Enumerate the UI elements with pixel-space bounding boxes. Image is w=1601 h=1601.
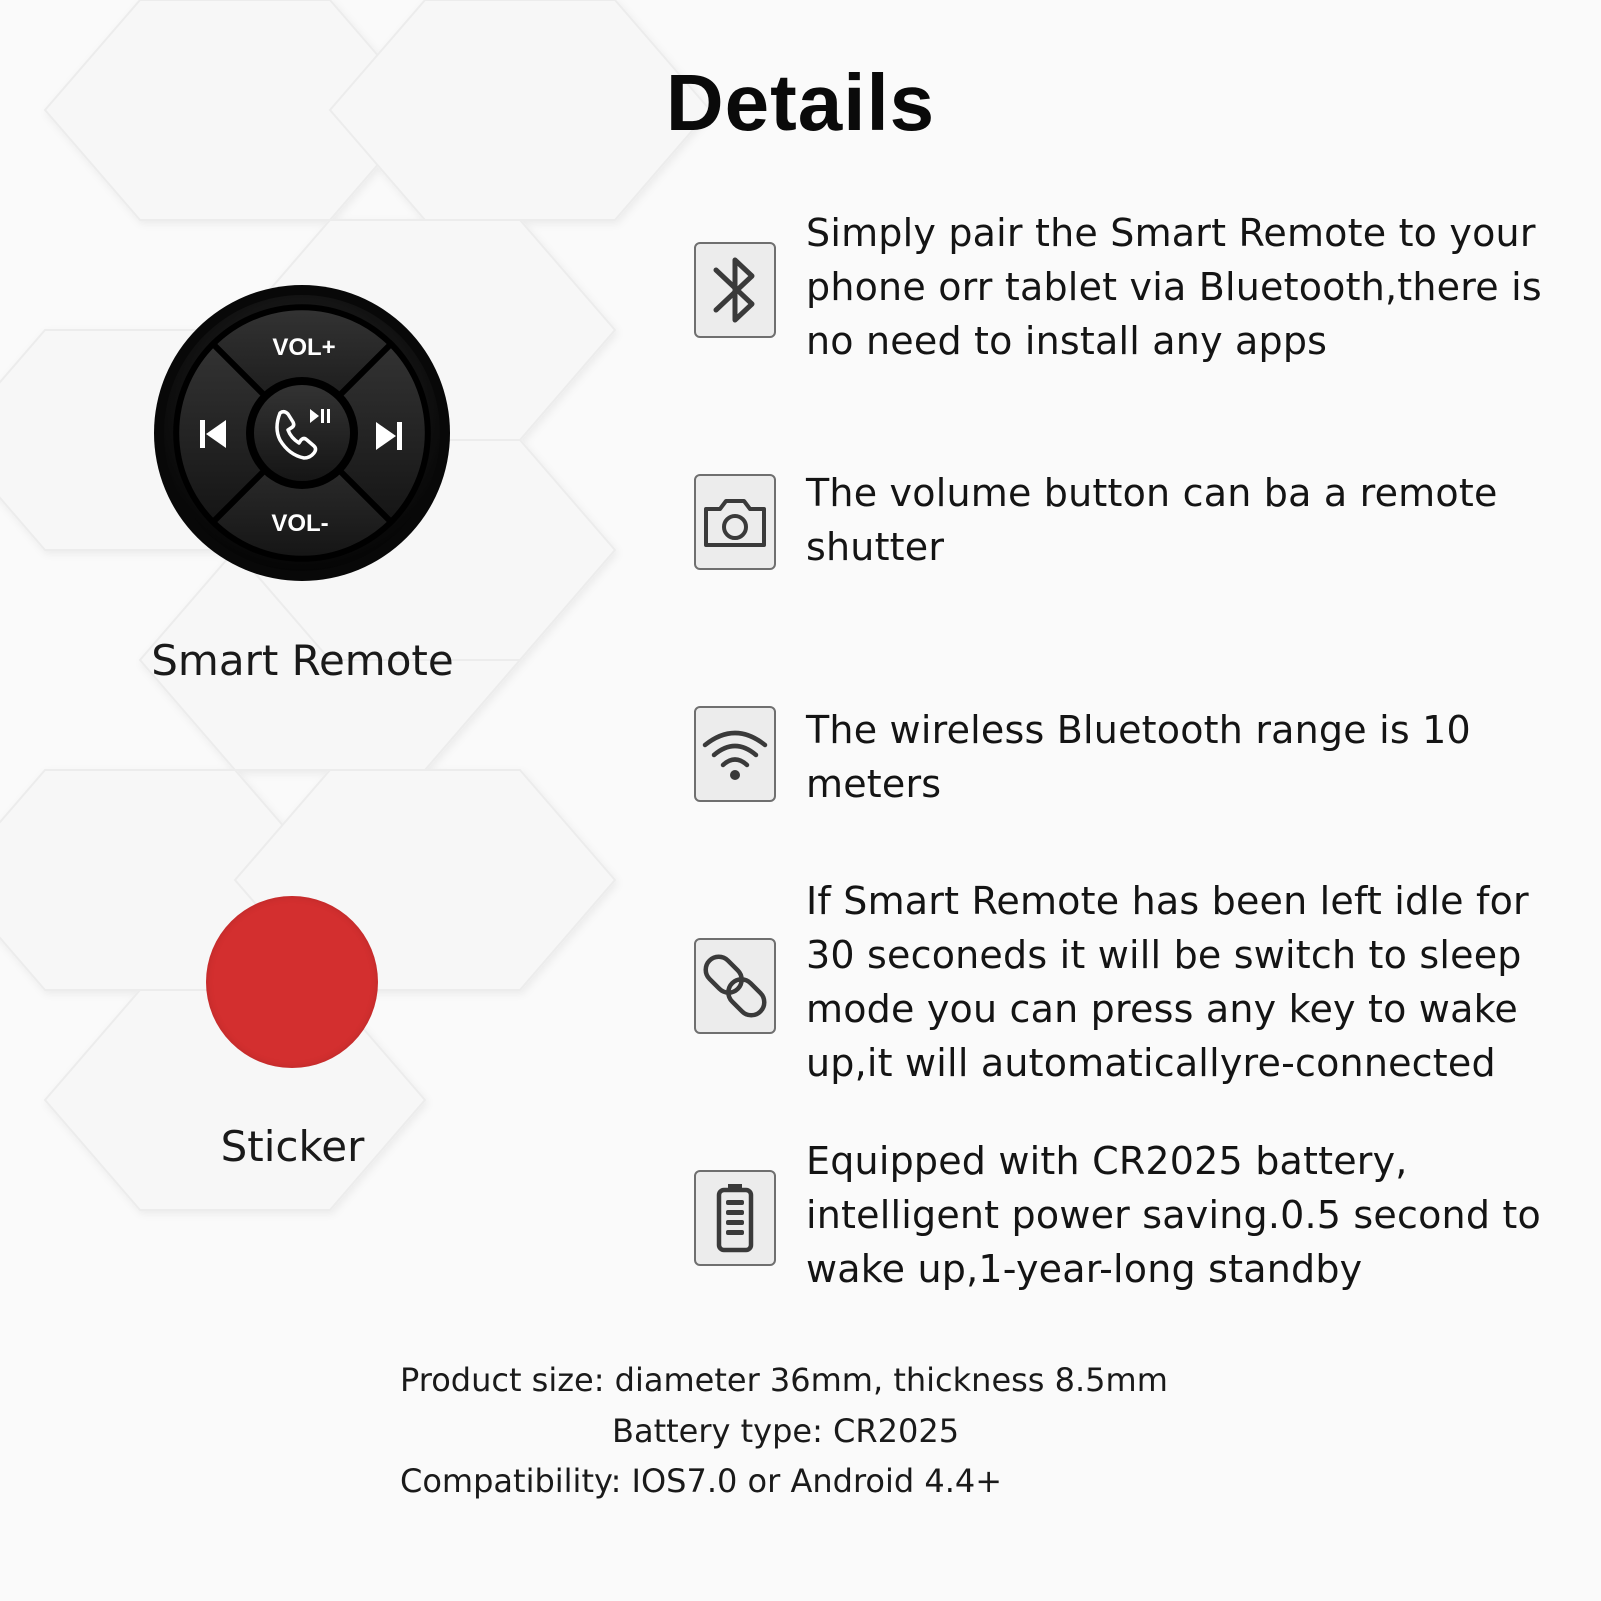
sticker-image <box>206 896 378 1068</box>
vol-up-label: VOL+ <box>272 334 336 361</box>
smart-remote-image <box>152 283 452 583</box>
battery-icon <box>710 1178 760 1258</box>
spec-compatibility: Compatibility: IOS7.0 or Android 4.4+ <box>400 1462 1003 1500</box>
spec-product-size: Product size: diameter 36mm, thickness 8.5mm <box>400 1361 1168 1399</box>
feature-icon-box <box>694 474 776 570</box>
sticker-label: Sticker <box>220 1122 365 1171</box>
feature-text-battery: Equipped with CR2025 battery, intelligent power saving.0.5 second to wake up,1-year-long standby <box>806 1139 1541 1291</box>
vol-down-label: VOL- <box>271 510 329 537</box>
feature-text-sleep-mode: If Smart Remote has been left idle for 30 seconeds it will be switch to sleep mode you can press any key to wake up,it will automaticallyre-connected <box>806 879 1529 1085</box>
feature-text-shutter: The volume button can ba a remote shutter <box>806 471 1498 569</box>
feature-icon-box <box>694 706 776 802</box>
feature-icon-box <box>694 242 776 338</box>
feature-text-bluetooth: Simply pair the Smart Remote to your phone orr tablet via Bluetooth,there is no need to install any apps <box>806 211 1542 363</box>
spec-battery-type: Battery type: CR2025 <box>612 1412 960 1450</box>
bluetooth-icon <box>704 248 766 332</box>
page-title: Details <box>665 58 936 147</box>
camera-icon <box>700 487 770 557</box>
call-play-center-button <box>254 385 350 481</box>
smart-remote-label: Smart Remote <box>151 636 454 685</box>
feature-icon-box <box>694 1170 776 1266</box>
wifi-icon <box>700 719 770 789</box>
feature-icon-box <box>694 938 776 1034</box>
feature-text-range: The wireless Bluetooth range is 10 meters <box>806 708 1471 806</box>
link-icon <box>700 946 770 1026</box>
